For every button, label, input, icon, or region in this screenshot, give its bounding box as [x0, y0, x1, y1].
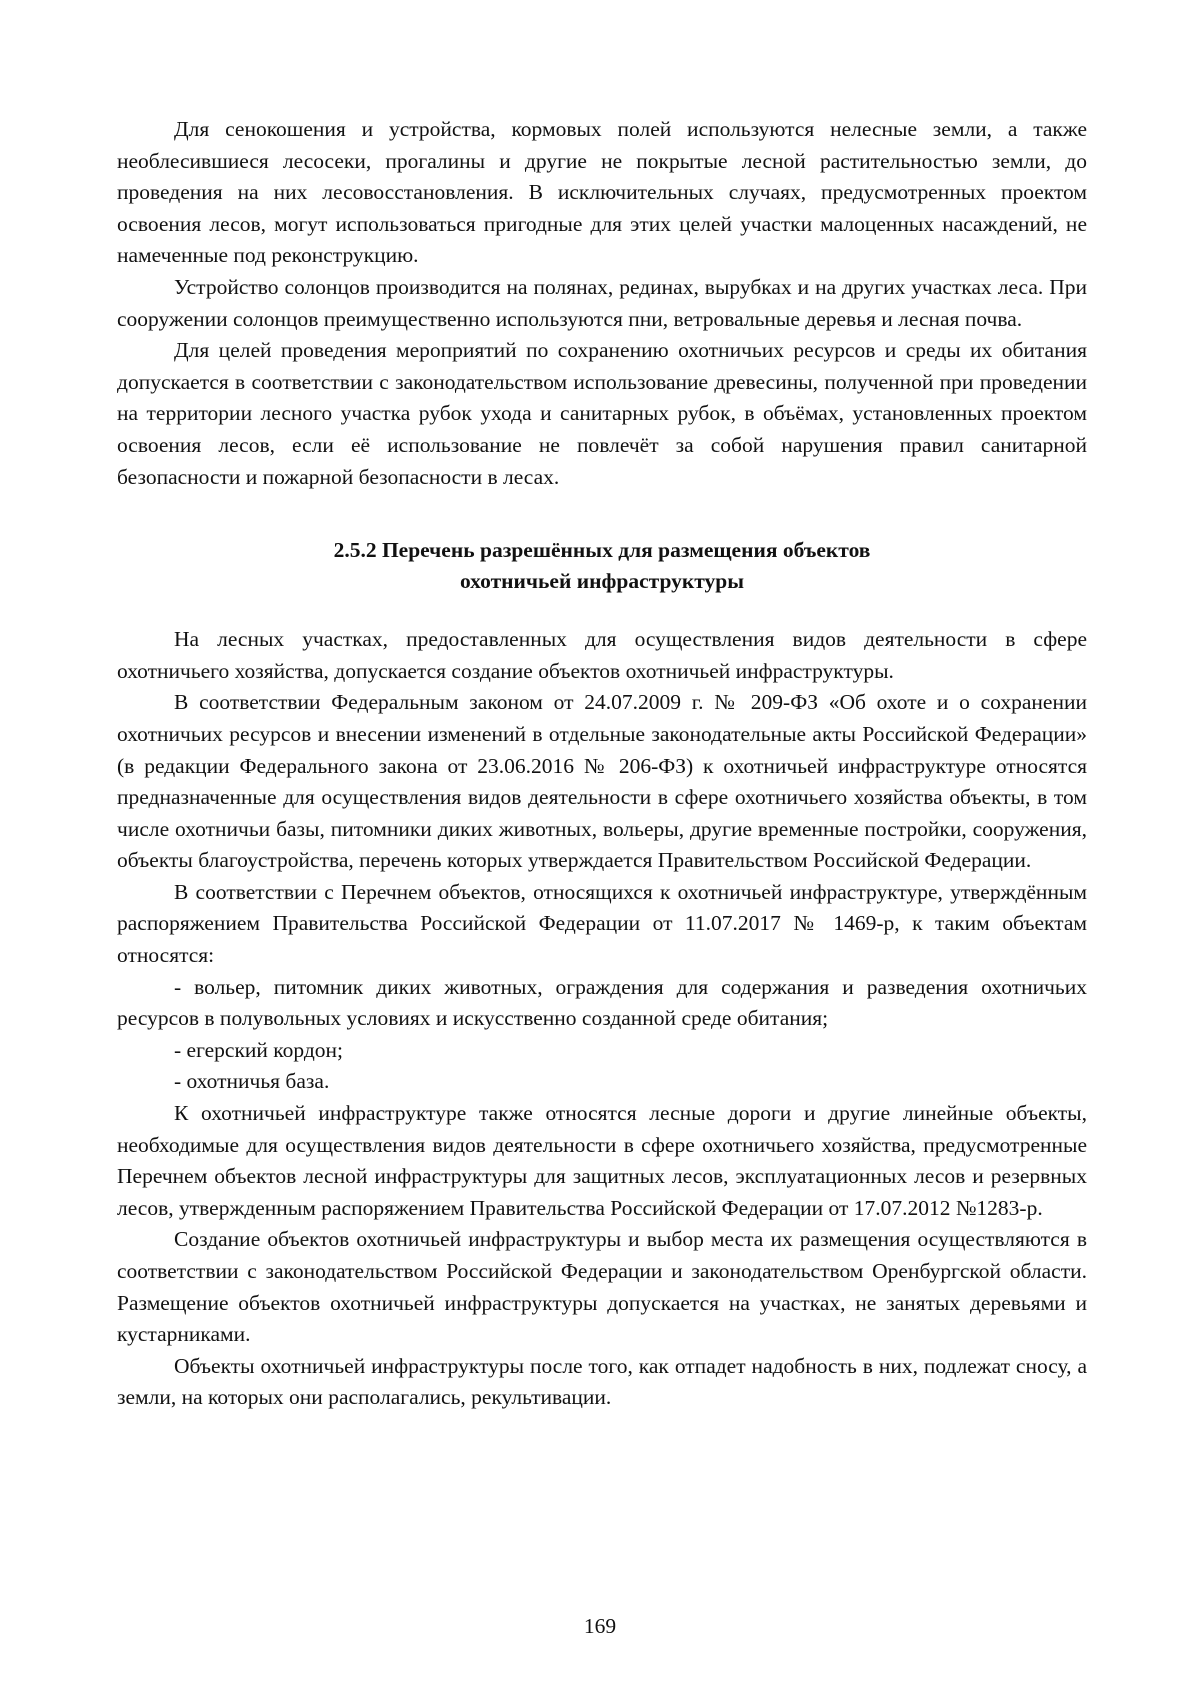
page-content — [117, 114, 1087, 1414]
page-number: 169 — [583, 1614, 617, 1638]
list-item: - егерский кордон; — [174, 1037, 344, 1062]
paragraph-forest-roads: К охотничьей инфраструктуре также относятся лесные дороги и другие линейные объекты, необходимые для осуществления видов деятельности в сфере охотничьего хозяйства, предусмотренные Перечнем объектов лесной инфраструктуры для защитных лесов, эксплуатационных лесов и резервных лесов, утвержденным распоряжением Правительства Российской Федерации от 17.07.2012 №1283-р. — [117, 1101, 1087, 1220]
paragraph-haymaking: Для сенокошения и устройства, кормовых полей используются нелесные земли, а также необлесившиеся лесосеки, прогалины и другие не покрытые лесной растительностью земли, до проведения на них лесовосстановления. В исключительных случаях, предусмотренных проектом освоения лесов, могут использоваться пригодные для этих целей участки малоценных насаждений, не намеченные под реконструкцию. — [117, 117, 1087, 268]
paragraph-object-list-intro: В соответствии с Перечнем объектов, относящихся к охотничьей инфраструктуре, утверждённым распоряжением Правительства Российской Федерации от 11.07.2017 № 1469-р, к таким объектам относятся: — [117, 879, 1087, 968]
paragraph-demolition: Объекты охотничьей инфраструктуры после того, как отпадет надобность в них, подлежат сносу, а земли, на которых они располагались, рекультивации. — [117, 1353, 1087, 1410]
section-heading-line-2: охотничьей инфраструктуры — [459, 569, 745, 594]
paragraph-federal-law: В соответствии Федеральным законом от 24.07.2009 г. № 209-ФЗ «Об охоте и о сохранении охотничьих ресурсов и внесении изменений в отдельные законодательные акты Российской Федерации» (в редакции Федерального закона от 23.06.2016 № 206-ФЗ) к охотничьей инфраструктуре относятся предназначенные для осуществления видов деятельности в сфере охотничьего хозяйства объекты, в том числе охотничьи базы, питомники диких животных, вольеры, другие временные постройки, сооружения, объекты благоустройства, перечень которых утверждается Правительством Российской Федерации. — [117, 690, 1087, 873]
paragraph-wood-use: Для целей проведения мероприятий по сохранению охотничьих ресурсов и среды их обитания допускается в соответствии с законодательством использование древесины, полученной при проведении на территории лесного участка рубок ухода и санитарных рубок, в объёмах, установленных проектом освоения лесов, если её использование не повлечёт за собой нарушения правил санитарной безопасности и пожарной безопасности в лесах. — [117, 338, 1087, 489]
section-heading — [117, 535, 1087, 597]
list-item: - охотничья база. — [174, 1069, 330, 1094]
paragraph-forest-plots: На лесных участках, предоставленных для осуществления видов деятельности в сфере охотничьего хозяйства, допускается создание объектов охотничьей инфраструктуры. — [117, 627, 1087, 683]
paragraph-creation-placement: Создание объектов охотничьей инфраструктуры и выбор места их размещения осуществляются в соответствии с законодательством Российской Федерации и законодательством Оренбургской области. Размещение объектов охотничьей инфраструктуры допускается на участках, не занятых деревьями и кустарниками. — [117, 1227, 1087, 1347]
list-item: - вольер, питомник диких животных, ограждения для содержания и разведения охотничьих ресурсов в полувольных условиях и искусственно созданной среде обитания; — [117, 974, 1087, 1031]
section-heading-line-1: 2.5.2 Перечень разрешённых для размещения объектов — [333, 538, 871, 563]
paragraph-salt-licks: Устройство солонцов производится на полянах, рединах, вырубках и на других участках леса. При сооружении солонцов преимущественно используются пни, ветровальные деревья и лесная почва. — [117, 274, 1087, 331]
